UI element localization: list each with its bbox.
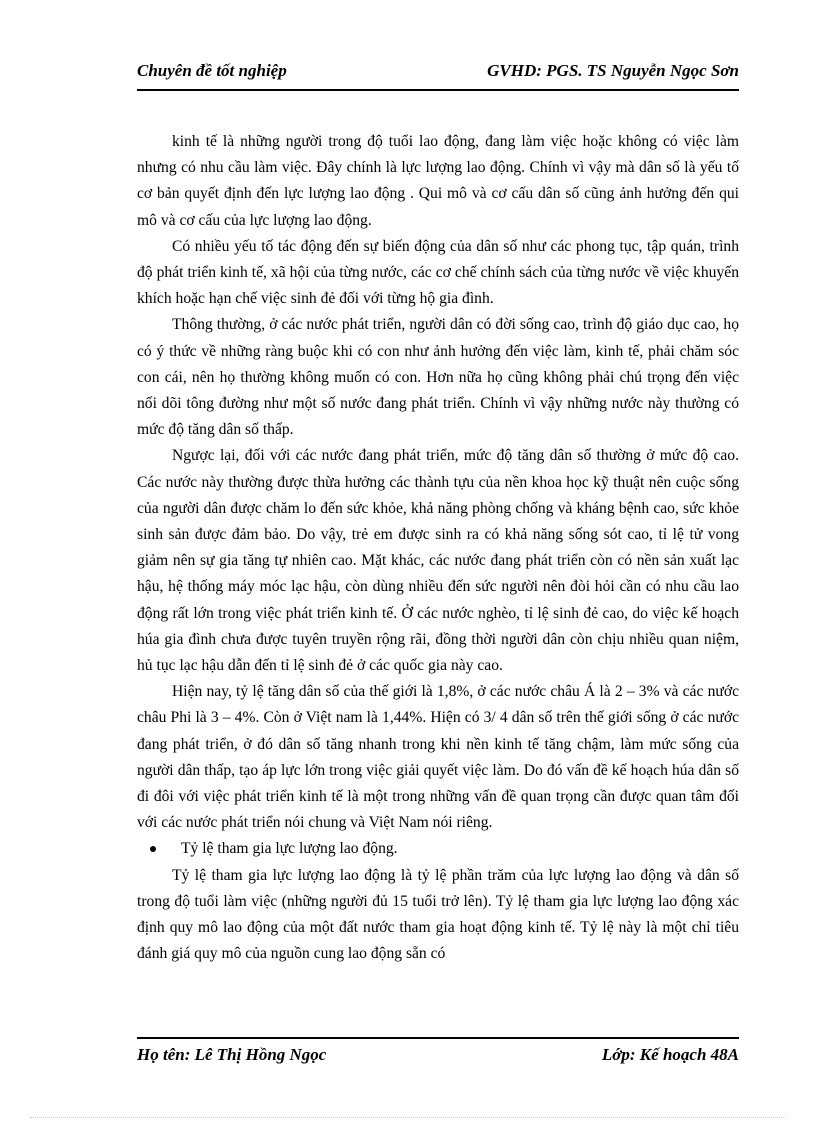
bullet-icon bbox=[150, 846, 156, 852]
bullet-item bbox=[137, 836, 739, 862]
header-advisor: GVHD: PGS. TS Nguyễn Ngọc Sơn bbox=[487, 61, 739, 80]
paragraph-2: Có nhiều yếu tố tác động đến sự biến động của dân số như các phong tục, tập quán, trình độ phát triển kinh tế, xã hội của từng nước, các cơ chế chính sách của từng nước về việc khuyến khích hoặc hạn chế việc sinh đẻ đối với từng hộ gia đình. bbox=[137, 237, 739, 308]
paragraph-6: Tỷ lệ tham gia lực lượng lao động là tỷ lệ phần trăm của lực lượng lao động và dân số trong độ tuổi làm việc (những người đủ 15 tuổi trở lên). Tỷ lệ tham gia lực lượng lao động xác định quy mô lao động của một đất nước tham gia hoạt động kinh tế. Tỷ lệ này là một chỉ tiêu đánh giá quy mô của nguồn cung lao động sẵn có bbox=[137, 866, 739, 963]
header-title: Chuyên đề tốt nghiệp bbox=[137, 61, 287, 80]
paragraph-1: kinh tế là những người trong độ tuổi lao động, đang làm việc hoặc không có việc làm nhưng có nhu cầu làm việc. Đây chính là lực lượng lao động. Chính vì vậy mà dân số là yếu tố cơ bản quyết định đến lực lượng lao động . Qui mô và cơ cấu dân số cũng ảnh hưởng đến qui mô và cơ cấu của lực lượng lao động. bbox=[137, 133, 739, 229]
footer-author: Họ tên: Lê Thị Hồng Ngọc bbox=[137, 1045, 327, 1064]
page-footer bbox=[137, 1037, 739, 1072]
page-edge-divider bbox=[30, 1117, 786, 1118]
paragraph-4: Ngược lại, đối với các nước đang phát triển, mức độ tăng dân số thường ở mức độ cao. Các nước này thường được thừa hưởng các thành tựu của nền khoa học kỹ thuật nên cuộc sống của người dân được chăm lo đến sức khỏe, khả năng phòng chống và kháng bệnh cao, sức khỏe sinh sản được đảm bảo. Do vậy, trẻ em được sinh ra có khả năng sống sót cao, tỉ lệ tử vong giảm nên sự gia tăng tự nhiên cao. Mặt khác, các nước đang phát triển còn có nền sản xuất lạc hậu, hệ thống máy móc lạc hậu, còn dùng nhiều đến sức người nên đòi hỏi cần có nhu cầu lao động rất lớn trong việc phát triển kinh tế. Ở các nước nghèo, tỉ lệ sinh đẻ cao, do việc kế hoạch húa gia đình chưa được tuyên truyền rộng rãi, đồng thời người dân còn chịu nhiều quan niệm, hủ tục lạc hậu dẫn đến tỉ lệ sinh đẻ ở các quốc gia này cao. bbox=[137, 447, 739, 675]
bullet-text: Tỷ lệ tham gia lực lượng lao động. bbox=[181, 840, 398, 858]
document-body bbox=[137, 129, 739, 968]
paragraph-5: Hiện nay, tỷ lệ tăng dân số của thế giới là 1,8%, ở các nước châu Á là 2 – 3% và các nước châu Phi là 3 – 4%. Còn ở Việt nam là 1,44%. Hiện có 3/ 4 dân số trên thế giới sống ở các nước đang phát triển, ở đó dân số tăng nhanh trong khi nền kinh tế tăng chậm, làm mức sống của người dân thấp, tạo áp lực lớn trong việc giải quyết việc làm. Do đó vấn đề kế hoạch húa dân số đi đôi với việc phát triển kinh tế là một trong những vấn đề quan trọng cần được quan tâm đối với các nước phát triển nói chung và Việt Nam nói riêng. bbox=[137, 683, 739, 832]
page-header bbox=[137, 61, 739, 91]
paragraph-3: Thông thường, ở các nước phát triển, người dân có đời sống cao, trình độ giáo dục cao, họ có ý thức về những ràng buộc khi có con như ảnh hưởng đến việc làm, kinh tế, phải chăm sóc con cái, nên họ thường không muốn có con. Hơn nữa họ cũng không phải chú trọng đến việc nối dõi tông đường như một số nước đang phát triển. Chính vì vậy những nước này thường có mức độ tăng dân số thấp. bbox=[137, 316, 739, 439]
footer-class: Lớp: Kế hoạch 48A bbox=[601, 1045, 739, 1064]
